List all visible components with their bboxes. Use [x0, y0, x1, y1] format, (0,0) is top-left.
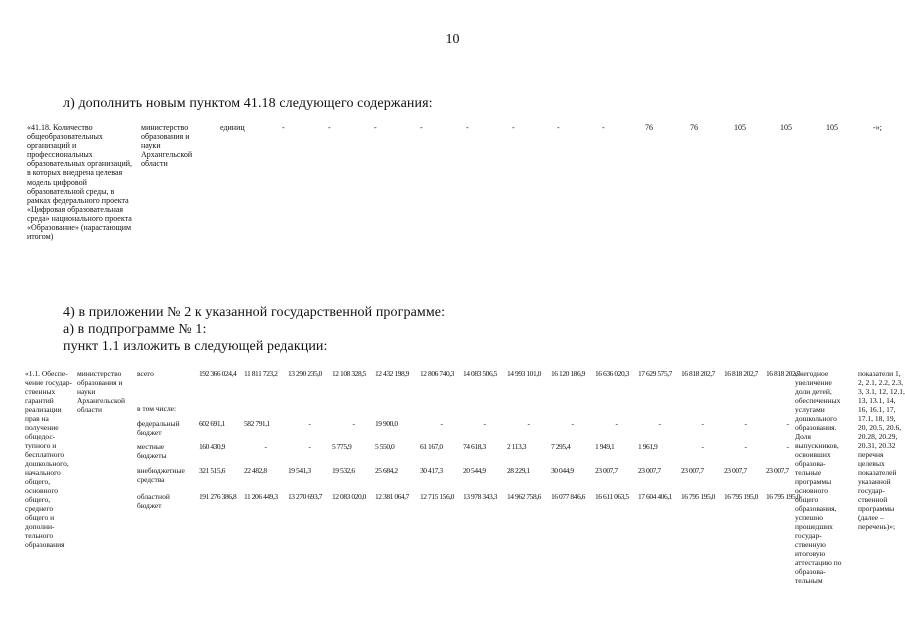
t2-value-cell: 22 482,8 [244, 466, 267, 475]
t2-value-cell: 17 604 406,1 [638, 492, 672, 501]
t1-unit: единиц [220, 123, 245, 132]
t2-value-cell: - [786, 419, 789, 428]
t2-measure-name: «1.1. Обеспе-чение государ-ственных гарантий реализации прав на получение общедос-тупного и бесплатного дошкольного, начального общего, основного общего, среднего общего и дополни-тельного образования [25, 369, 73, 549]
t1-indicator-name: «41.18. Количество общеобразовательных организаций и профессиональных образовательных организаций, в которых внедрена целевая модель цифровой образовательной среды, в рамках федерального проекта «Цифровая образовательная среда» национального проекта «Образование» (нарастающим итогом) [27, 123, 133, 242]
t2-value-cell: - [440, 419, 443, 428]
t2-value-cell: - [658, 419, 661, 428]
t2-value-cell: - [701, 442, 704, 451]
t2-value-cell: 16 818 202,7 [724, 369, 758, 378]
t2-value-cell: 19 532,6 [332, 466, 355, 475]
t1-cell: 105 [780, 123, 792, 132]
t2-value-cell: 61 167,0 [420, 442, 443, 451]
t2-value-cell: 1 961,9 [638, 442, 658, 451]
t2-value-cell: 5 550,0 [375, 442, 395, 451]
t2-value-cell: 192 366 024,4 [199, 369, 237, 378]
t2-value-cell: 14 962 758,6 [507, 492, 541, 501]
t2-value-cell: 16 120 186,9 [551, 369, 585, 378]
t2-row-label: внебюджетные средства [137, 466, 185, 484]
t1-cell: - [282, 123, 285, 132]
t2-value-cell: 17 629 575,7 [638, 369, 672, 378]
t2-value-cell: 23 007,7 [595, 466, 618, 475]
t1-cell: 105 [826, 123, 838, 132]
t2-value-cell: 23 007,7 [766, 466, 789, 475]
t2-value-cell: 7 295,4 [551, 442, 571, 451]
t2-value-cell: 25 684,2 [375, 466, 398, 475]
t1-cell: - [328, 123, 331, 132]
t1-responsible: министерство образования и науки Архангельской области [141, 123, 193, 169]
t2-value-cell: - [744, 442, 747, 451]
t2-value-cell: 28 229,1 [507, 466, 530, 475]
amendment-heading-l: л) дополнить новым пунктом 41.18 следующего содержания: [63, 96, 433, 111]
t2-value-cell: 23 007,7 [681, 466, 704, 475]
t2-value-cell: 12 432 198,9 [375, 369, 409, 378]
t1-cell: - [602, 123, 605, 132]
t2-value-cell: 582 791,1 [244, 419, 270, 428]
t2-value-cell: 14 993 101,0 [507, 369, 541, 378]
t2-value-cell: 602 691,1 [199, 419, 225, 428]
t2-value-cell: 12 715 156,0 [420, 492, 454, 501]
t2-value-cell: - [701, 419, 704, 428]
t2-value-cell: 11 206 449,3 [244, 492, 278, 501]
t1-cell: - [420, 123, 423, 132]
amendment-heading-4: 4) в приложении № 2 к указанной государственной программе: [63, 305, 446, 320]
t2-row-label: федеральный бюджет [137, 419, 180, 437]
t2-value-cell: 16 818 202,7 [766, 369, 800, 378]
t2-row-label: местные бюджеты [137, 442, 167, 460]
t2-value-cell: - [744, 419, 747, 428]
t1-cell: - [557, 123, 560, 132]
t2-indicators: показатели 1, 2, 2.1, 2.2, 2.3, 3, 3.1, 12, 12.1, 13, 13.1, 14, 16, 16.1, 17, 17.1, 18, 19, 20, 20.5, 20.6, 20.28, 20.29, 20.31, 20.32 перечня целевых показателей указанной государ-ственной программы (далее – перечень)»; [858, 369, 905, 531]
t2-value-cell: 19 541,3 [288, 466, 311, 475]
amendment-heading-a: а) в подпрограмме № 1: [63, 322, 207, 337]
t2-value-cell: 321 515,6 [199, 466, 225, 475]
t2-value-cell: 16 636 020,3 [595, 369, 629, 378]
t2-value-cell: 13 978 343,3 [463, 492, 497, 501]
t1-cell: - [374, 123, 377, 132]
t1-cell: 76 [645, 123, 653, 132]
t2-value-cell: 30 417,3 [420, 466, 443, 475]
t2-value-cell: 23 007,7 [724, 466, 747, 475]
t2-value-cell: 12 806 740,3 [420, 369, 454, 378]
t2-value-cell: 23 007,7 [638, 466, 661, 475]
t2-value-cell: 11 811 723,2 [244, 369, 278, 378]
t2-value-cell: - [527, 419, 530, 428]
t2-value-cell: - [308, 419, 311, 428]
t2-value-cell: 13 270 693,7 [288, 492, 322, 501]
t1-cell: 105 [734, 123, 746, 132]
t2-value-cell: 20 544,9 [463, 466, 486, 475]
t1-cell: - [466, 123, 469, 132]
t2-value-cell: 2 113,3 [507, 442, 527, 451]
t2-row-label: областной бюджет [137, 492, 170, 510]
t2-expected-result: ежегодное увеличение доли детей, обеспеченных услугами дошкольного образования. Доля выпускников, освоивших образова-тельные программы основного общего образования, успешно прошедших государ-ственную итоговую аттестацию по образова-тельным [795, 369, 842, 585]
t2-value-cell: - [483, 419, 486, 428]
t2-value-cell: 30 044,9 [551, 466, 574, 475]
t2-value-cell: 160 430,9 [199, 442, 225, 451]
t2-value-cell: 74 618,3 [463, 442, 486, 451]
amendment-heading-p: пункт 1.1 изложить в следующей редакции: [63, 339, 328, 354]
t2-row-label: всего [137, 369, 154, 378]
t2-row-label: в том числе: [137, 404, 177, 413]
t2-value-cell: 12 108 328,5 [332, 369, 366, 378]
t2-value-cell: 16 077 846,6 [551, 492, 585, 501]
t2-value-cell: - [352, 419, 355, 428]
t2-value-cell: - [571, 419, 574, 428]
t2-value-cell: 19 900,0 [375, 419, 398, 428]
t2-value-cell: 14 083 506,5 [463, 369, 497, 378]
t2-value-cell: 191 276 386,8 [199, 492, 237, 501]
t1-cell: - [512, 123, 515, 132]
t2-value-cell: 16 611 063,5 [595, 492, 629, 501]
t2-value-cell: 16 795 195,0 [766, 492, 800, 501]
t2-value-cell: 13 290 235,0 [288, 369, 322, 378]
t2-value-cell: - [264, 442, 267, 451]
t2-value-cell: 5 775,9 [332, 442, 352, 451]
t2-value-cell: - [308, 442, 311, 451]
t2-value-cell: 16 795 195,0 [681, 492, 715, 501]
t2-value-cell: 16 818 202,7 [681, 369, 715, 378]
t2-value-cell: 12 083 020,0 [332, 492, 366, 501]
t1-cell: -»; [873, 123, 882, 132]
t2-value-cell: 12 381 064,7 [375, 492, 409, 501]
t2-value-cell: - [786, 442, 789, 451]
t1-cell: 76 [690, 123, 698, 132]
t2-responsible: министерство образования и науки Архангельской области [77, 369, 125, 414]
page-number: 10 [445, 32, 460, 47]
t2-value-cell: 1 949,1 [595, 442, 615, 451]
t2-value-cell: 16 795 195,0 [724, 492, 758, 501]
t2-value-cell: - [615, 419, 618, 428]
